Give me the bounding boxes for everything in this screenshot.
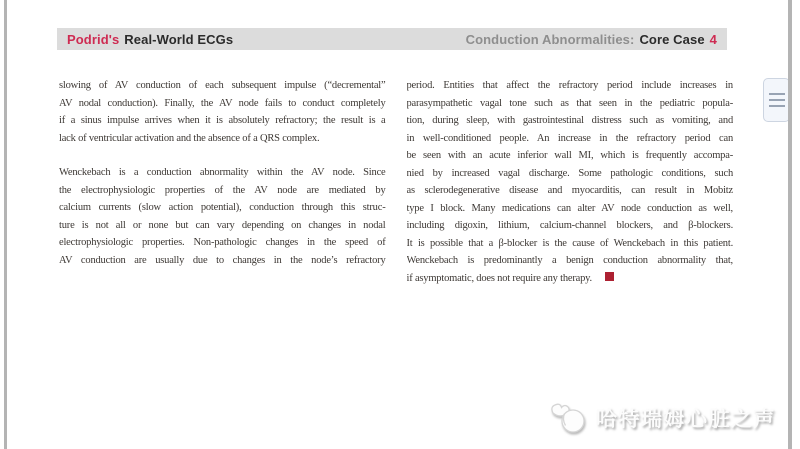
- text-line: lack of ventricular activation and the absence of a QRS complex.: [59, 132, 320, 144]
- text-line: calcium currents (slow action potential), conduction through this struc-: [59, 202, 386, 213]
- text-line: be seen with an acute inferior wall MI, which is frequently accompa-: [406, 150, 733, 161]
- text-line: in well-conditioned people. An increase in the refractory period can: [406, 132, 733, 144]
- text-line: including digoxin, lithium, calcium-channel blockers, and β-blockers.: [406, 220, 733, 231]
- grip-lines-icon: [769, 93, 785, 95]
- text-line: AV nodal conduction). Finally, the AV node fails to conduct completely: [59, 97, 386, 109]
- case-number: 4: [709, 31, 717, 47]
- text-line: It is possible that a β-blocker is the cause of Wenckebach in this patient.: [406, 237, 733, 249]
- text-line: the electrophysiologic properties of the AV node are mediated by: [59, 184, 386, 196]
- book-title: [67, 32, 233, 47]
- text-line: if a sinus impulse arrives when it is absolutely refractory; the result is a: [59, 115, 386, 126]
- heart-doodle-logo-icon: [549, 401, 587, 434]
- chapter-heading: [466, 32, 717, 47]
- page-body: [59, 77, 733, 287]
- text-line: tion, during sleep, with gastrointestinal distress such as vomiting, and: [406, 115, 733, 126]
- grip-lines-icon: [769, 99, 785, 101]
- text-line: ture is not all or none but can vary depending on changes in nodal: [59, 219, 386, 231]
- text-line: as sclerodegenerative disease and myocarditis, can result in Mobitz: [406, 185, 733, 196]
- text-line: parasympathetic vagal tone such as that seen in the pediatric popula-: [406, 97, 733, 109]
- publisher-watermark: [549, 401, 776, 434]
- text-line: [407, 270, 734, 288]
- text-line: type I block. Many medications can alter AV node conduction as well,: [406, 202, 733, 214]
- text-line: nied by increased vagal discharge. Some pathologic conditions, such: [406, 167, 733, 179]
- book-title-rest: Real-World ECGs: [124, 31, 234, 47]
- watermark-text: 哈特瑞姆心脏之声: [596, 407, 776, 431]
- paragraph-end-text: if asymptomatic, does not require any therapy.: [406, 272, 592, 284]
- case-label: Core Case: [639, 31, 705, 47]
- text-line: slowing of AV conduction of each subsequent impulse (“decremental”: [59, 80, 386, 91]
- section-label: Conduction Abnormalities:: [465, 31, 635, 47]
- text-line: Wenckebach is predominantly a benign conduction abnormality that,: [406, 255, 733, 266]
- paragraph: [59, 164, 386, 269]
- paragraph: [407, 77, 734, 270]
- book-title-brand: Podrid's: [67, 31, 120, 47]
- text-line: period. Entities that affect the refractory period include increases in: [406, 80, 733, 91]
- text-line: Wenckebach is a conduction abnormality within the AV node. Since: [59, 167, 386, 178]
- scroll-drag-handle[interactable]: [763, 78, 790, 122]
- window-border-left: [4, 0, 7, 449]
- paragraph: [59, 77, 386, 147]
- window-border-right: [788, 0, 792, 449]
- page-header: [57, 28, 727, 50]
- grip-lines-icon: [769, 105, 785, 107]
- text-line: AV conduction are usually due to changes in the node’s refractory: [59, 254, 386, 266]
- end-of-case-marker-icon: [605, 272, 614, 281]
- left-text-column: [59, 77, 386, 287]
- right-text-column: [407, 77, 734, 287]
- text-line: electrophysiologic properties. Non-pathologic changes in the speed of: [59, 237, 386, 248]
